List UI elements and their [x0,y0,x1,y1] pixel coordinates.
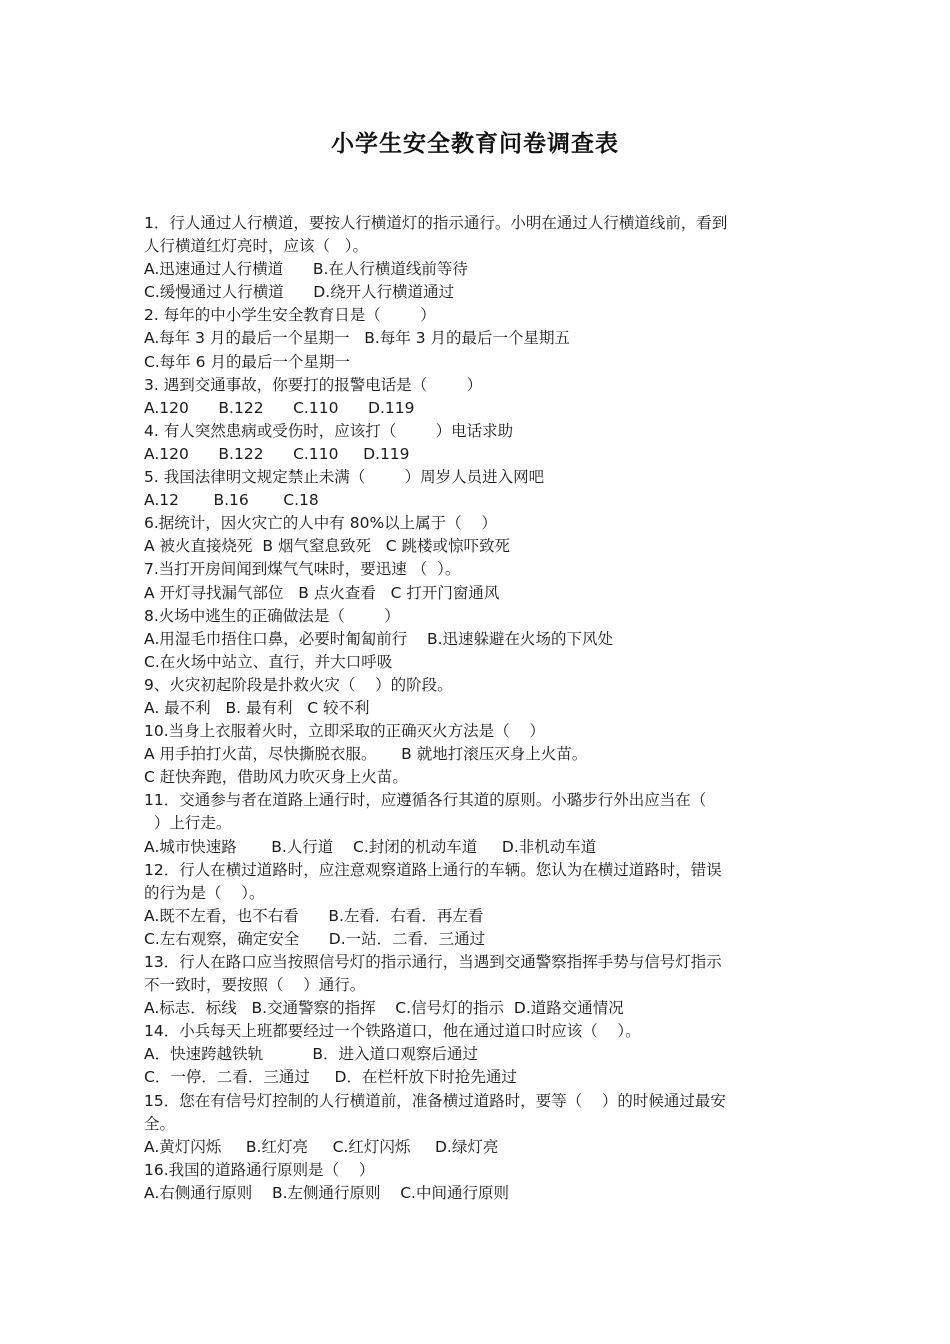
text-line: C 赶快奔跑，借助风力吹灭身上火苗。 [144,768,408,787]
text-line: 7.当打开房间闻到煤气气味时，要迅速 （ ）。 [144,560,461,579]
text-line: A.12 B.16 C.18 [144,491,319,510]
text-line: 全。 [144,1114,176,1133]
text-line: 10.当身上衣服着火时，立即采取的正确灭火方法是（ ） [144,722,545,741]
text-line: 14．小兵每天上班都要经过一个铁路道口，他在通过道口时应该（ ）。 [144,1022,641,1041]
text-line: C.左右观察，确定安全 D.一站．二看．三通过 [144,929,486,948]
text-line: A.用湿毛巾捂住口鼻，必要时匍匐前行 B.迅速躲避在火场的下风处 [144,629,614,648]
text-line: A.黄灯闪烁 B.红灯亮 C.红灯闪烁 D.绿灯亮 [144,1137,499,1156]
text-line: A.迅速通过人行横道 B.在人行横道线前等待 [144,260,468,279]
text-line: 12．行人在横过道路时，应注意观察道路上通行的车辆。您认为在横过道路时，错误 [144,860,722,879]
text-line: A.标志．标线 B.交通警察的指挥 C.信号灯的指示 D.道路交通情况 [144,999,624,1018]
text-line: 8.火场中逃生的正确做法是（ ） [144,606,400,625]
text-line: 2. 每年的中小学生安全教育日是（ ） [144,306,436,325]
text-line: 6.据统计，因火灾亡的人中有 80%以上属于（ ） [144,514,497,533]
text-line: 9、火灾初起阶段是扑救火灾（ ）的阶段。 [144,675,453,694]
text-line: A.城市快速路 B.人行道 C.封闭的机动车道 D.非机动车道 [144,837,597,856]
text-line: A．快速跨越铁轨 B．进入道口观察后通过 [144,1045,479,1064]
text-line: A.120 B.122 C.110 D.119 [144,444,410,463]
text-line: A. 最不利 B. 最有利 C 较不利 [144,698,370,717]
text-line: ）上行走。 [144,814,232,833]
document-title: 小学生安全教育问卷调查表 [331,131,619,157]
text-line: 5. 我国法律明文规定禁止未满（ ）周岁人员进入网吧 [144,468,545,487]
text-line: C.在火场中站立、直行，并大口呼吸 [144,652,393,671]
text-line: C.缓慢通过人行横道 D.绕开人行横道通过 [144,283,455,302]
text-line: 不一致时，要按照（ ）通行。 [144,976,366,995]
text-line: 13．行人在路口应当按照信号灯的指示通行，当遇到交通警察指挥手势与信号灯指示 [144,953,722,971]
text-line: C.每年 6 月的最后一个星期一 [144,352,350,371]
text-line: 人行横道红灯亮时，应该（ ）。 [144,237,369,256]
text-line: 3. 遇到交通事故，你要打的报警电话是（ ） [144,375,483,394]
text-line: 11．交通参与者在道路上通行时，应遵循各行其道的原则。小璐步行外出应当在（ [144,791,707,810]
text-line: 16.我国的道路通行原则是（ ） [144,1160,375,1179]
text-line: C．一停．二看．三通过 D．在栏杆放下时抢先通过 [144,1068,517,1087]
text-line: A.120 B.122 C.110 D.119 [144,398,415,417]
text-line: A 用手拍打火苗，尽快撕脱衣服。 B 就地打滚压灭身上火苗。 [144,745,588,764]
text-line: A 被火直接烧死 B 烟气窒息致死 C 跳楼或惊吓致死 [144,537,510,556]
text-line: A.右侧通行原则 B.左侧通行原则 C.中间通行原则 [144,1183,509,1202]
text-line: 1．行人通过人行横道，要按人行横道灯的指示通行。小明在通过人行横道线前，看到 [144,214,728,232]
text-line: A.既不左看，也不右看 B.左看．右看．再左看 [144,906,484,925]
document-body [144,212,814,1205]
text-line: A.每年 3 月的最后一个星期一 B.每年 3 月的最后一个星期五 [144,329,571,348]
text-line: A 开灯寻找漏气部位 B 点火查看 C 打开门窗通风 [144,583,500,602]
text-line: 的行为是（ ）。 [144,883,265,902]
text-line: 4. 有人突然患病或受伤时，应该打（ ）电话求助 [144,421,514,440]
text-line: 15．您在有信号灯控制的人行横道前，准备横过道路时，要等（ ）的时候通过最安 [144,1091,726,1110]
